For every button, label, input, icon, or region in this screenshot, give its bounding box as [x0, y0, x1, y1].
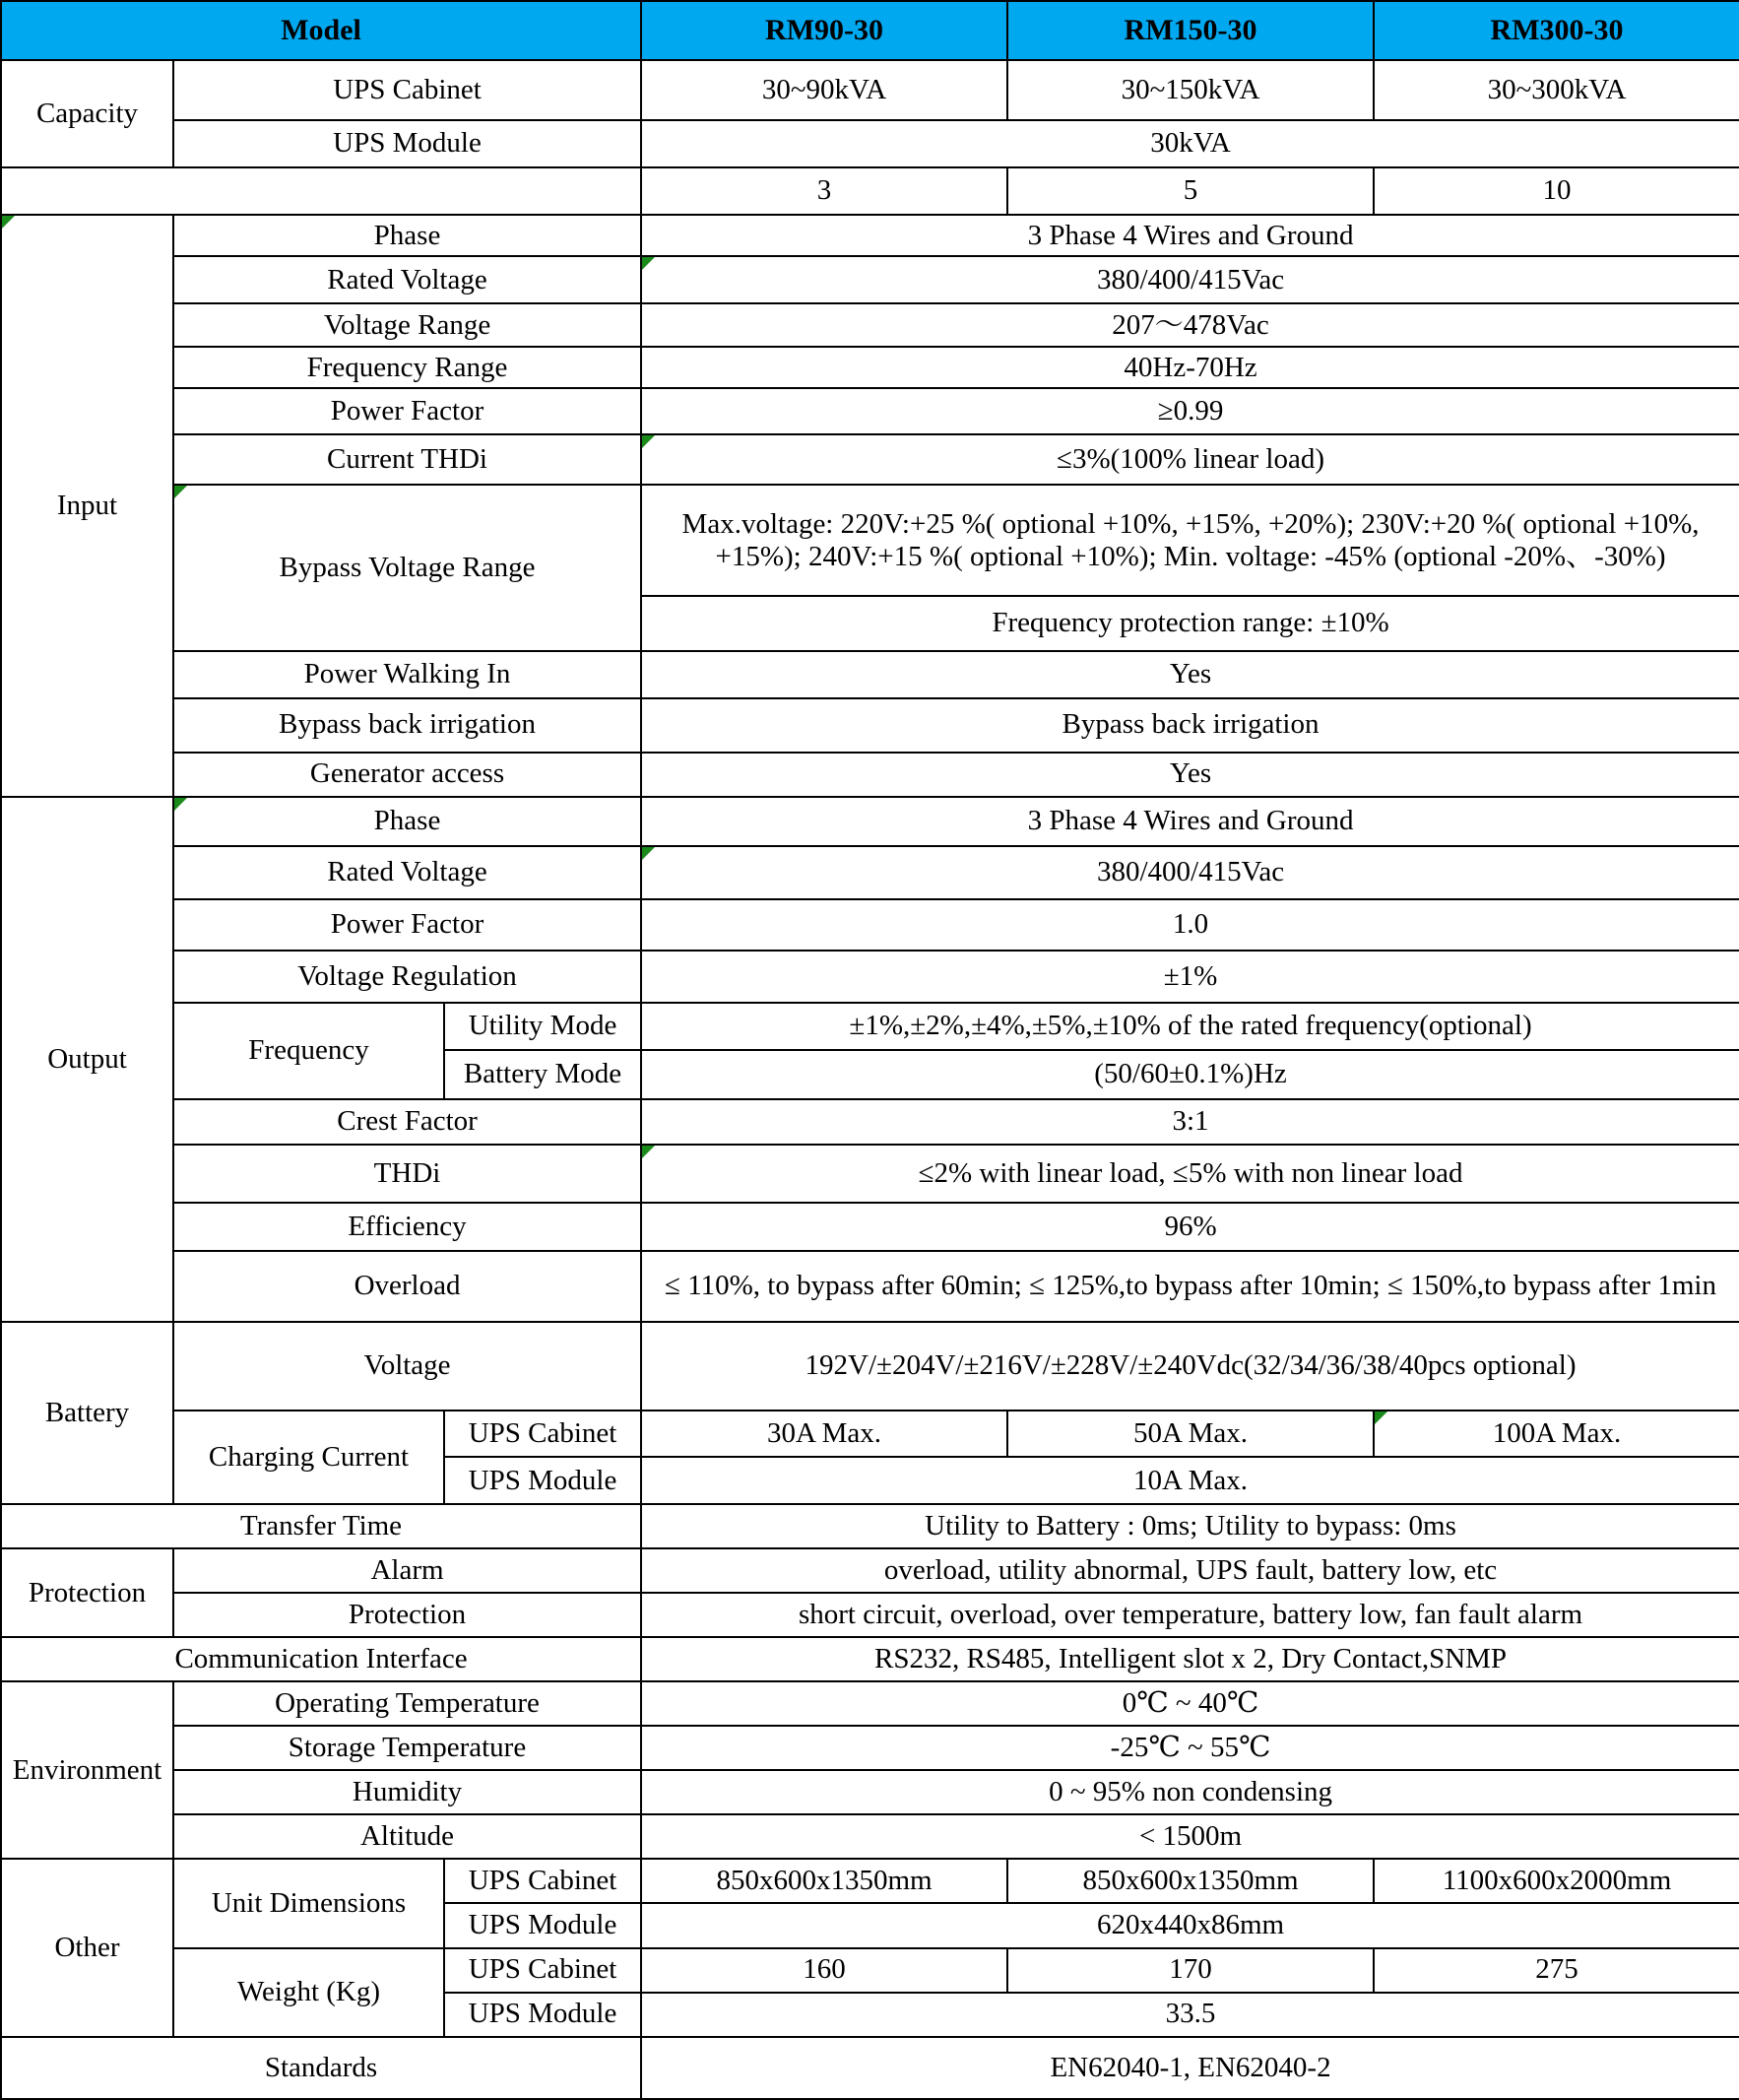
standards-label: Standards [1, 2037, 641, 2099]
table-row [1, 2037, 1739, 2099]
environment-storage-temperature-value: -25℃ ~ 55℃ [641, 1726, 1739, 1770]
other-weight-cabinet-value: 170 [1007, 1948, 1374, 1993]
output-battery-mode-label: Battery Mode [444, 1050, 641, 1099]
table-row [1, 1322, 1739, 1411]
capacity-cabinet-value: 30~90kVA [641, 60, 1007, 120]
header-rm150-30: RM150-30 [1007, 1, 1374, 60]
environment-operating-temperature-label: Operating Temperature [173, 1681, 641, 1726]
input-voltage-range-value: 207～478Vac [641, 303, 1739, 347]
transfer-time-value: Utility to Battery : 0ms; Utility to bypass: 0ms [641, 1504, 1739, 1548]
input-current-thdi-value: ≤3%(100% linear load) [641, 434, 1739, 485]
modules-row-label [1, 167, 641, 215]
table-row [1, 1593, 1739, 1637]
standards-value: EN62040-1, EN62040-2 [641, 2037, 1739, 2099]
table-row [1, 899, 1739, 951]
input-power-factor-value: ≥0.99 [641, 388, 1739, 434]
output-rated-voltage-label: Rated Voltage [173, 846, 641, 899]
battery-charging-cabinet-value: 50A Max. [1007, 1411, 1374, 1457]
other-dimensions-cabinet-label: UPS Cabinet [444, 1859, 641, 1903]
output-thdi-value: ≤2% with linear load, ≤5% with non linear load [641, 1145, 1739, 1203]
table-row [1, 1145, 1739, 1203]
other-dimensions-cabinet-value: 850x600x1350mm [1007, 1859, 1374, 1903]
input-frequency-range-label: Frequency Range [173, 347, 641, 388]
input-power-walking-in-label: Power Walking In [173, 651, 641, 698]
battery-voltage-value: 192V/±204V/±216V/±228V/±240Vdc(32/34/36/38/40pcs optional) [641, 1322, 1739, 1411]
input-current-thdi-label: Current THDi [173, 434, 641, 485]
input-phase-label: Phase [173, 215, 641, 256]
output-utility-mode-label: Utility Mode [444, 1003, 641, 1050]
output-voltage-regulation-label: Voltage Regulation [173, 951, 641, 1003]
table-row [1, 846, 1739, 899]
table-row [1, 1637, 1739, 1681]
communication-interface-label: Communication Interface [1, 1637, 641, 1681]
other-dimensions-cabinet-value: 850x600x1350mm [641, 1859, 1007, 1903]
output-crest-factor-label: Crest Factor [173, 1099, 641, 1145]
battery-charging-current-label: Charging Current [173, 1411, 444, 1504]
input-bypass-voltage-range-label: Bypass Voltage Range [173, 485, 641, 650]
modules-count: 5 [1007, 167, 1374, 215]
environment-storage-temperature-label: Storage Temperature [173, 1726, 641, 1770]
table-row [1, 347, 1739, 388]
output-power-factor-value: 1.0 [641, 899, 1739, 951]
other-unit-dimensions-label: Unit Dimensions [173, 1859, 444, 1947]
battery-charging-cabinet-label: UPS Cabinet [444, 1411, 641, 1457]
table-row [1, 1504, 1739, 1548]
other-label: Other [1, 1859, 173, 2036]
transfer-time-label: Transfer Time [1, 1504, 641, 1548]
table-row [1, 1099, 1739, 1145]
header-rm300-30: RM300-30 [1374, 1, 1739, 60]
input-voltage-range-label: Voltage Range [173, 303, 641, 347]
battery-label: Battery [1, 1322, 173, 1504]
environment-altitude-value: < 1500m [641, 1814, 1739, 1859]
table-row [1, 1003, 1739, 1050]
battery-charging-cabinet-value: 100A Max. [1374, 1411, 1739, 1457]
capacity-cabinet-label: UPS Cabinet [173, 60, 641, 120]
table-row [1, 215, 1739, 256]
environment-altitude-label: Altitude [173, 1814, 641, 1859]
input-power-factor-label: Power Factor [173, 388, 641, 434]
input-generator-access-label: Generator access [173, 753, 641, 797]
header-row [1, 1, 1739, 60]
protection-protection-label: Protection [173, 1593, 641, 1637]
header-rm90-30: RM90-30 [641, 1, 1007, 60]
modules-count: 3 [641, 167, 1007, 215]
table-row [1, 1203, 1739, 1251]
environment-operating-temperature-value: 0℃ ~ 40℃ [641, 1681, 1739, 1726]
other-weight-module-value: 33.5 [641, 1993, 1739, 2037]
input-rated-voltage-label: Rated Voltage [173, 256, 641, 303]
other-dimensions-module-label: UPS Module [444, 1903, 641, 1947]
protection-protection-value: short circuit, overload, over temperature, battery low, fan fault alarm [641, 1593, 1739, 1637]
capacity-cabinet-value: 30~300kVA [1374, 60, 1739, 120]
output-overload-value: ≤ 110%, to bypass after 60min; ≤ 125%,to bypass after 10min; ≤ 150%,to bypass after 1min [641, 1251, 1739, 1322]
table-row [1, 167, 1739, 215]
other-weight-cabinet-label: UPS Cabinet [444, 1948, 641, 1993]
input-phase-value: 3 Phase 4 Wires and Ground [641, 215, 1739, 256]
table-row [1, 1770, 1739, 1814]
output-efficiency-label: Efficiency [173, 1203, 641, 1251]
table-row [1, 256, 1739, 303]
capacity-cabinet-value: 30~150kVA [1007, 60, 1374, 120]
table-row [1, 1548, 1739, 1593]
table-row [1, 753, 1739, 797]
output-efficiency-value: 96% [641, 1203, 1739, 1251]
input-generator-access-value: Yes [641, 753, 1739, 797]
capacity-module-label: UPS Module [173, 120, 641, 167]
capacity-module-value: 30kVA [641, 120, 1739, 167]
protection-alarm-value: overload, utility abnormal, UPS fault, battery low, etc [641, 1548, 1739, 1593]
table-row [1, 698, 1739, 753]
other-weight-module-label: UPS Module [444, 1993, 641, 2037]
table-row [1, 303, 1739, 347]
table-row [1, 485, 1739, 596]
table-row [1, 1411, 1739, 1457]
table-row [1, 1681, 1739, 1726]
output-utility-mode-value: ±1%,±2%,±4%,±5%,±10% of the rated frequency(optional) [641, 1003, 1739, 1050]
table-row [1, 651, 1739, 698]
battery-charging-module-label: UPS Module [444, 1457, 641, 1504]
battery-charging-cabinet-value: 30A Max. [641, 1411, 1007, 1457]
input-frequency-range-value: 40Hz-70Hz [641, 347, 1739, 388]
output-power-factor-label: Power Factor [173, 899, 641, 951]
protection-alarm-label: Alarm [173, 1548, 641, 1593]
modules-count: 10 [1374, 167, 1739, 215]
input-frequency-protection-value: Frequency protection range: ±10% [641, 596, 1739, 650]
output-thdi-label: THDi [173, 1145, 641, 1203]
table-row [1, 951, 1739, 1003]
output-battery-mode-value: (50/60±0.1%)Hz [641, 1050, 1739, 1099]
table-row [1, 797, 1739, 846]
table-row [1, 1859, 1739, 1903]
communication-interface-value: RS232, RS485, Intelligent slot x 2, Dry Contact,SNMP [641, 1637, 1739, 1681]
input-label: Input [1, 215, 173, 796]
input-rated-voltage-value: 380/400/415Vac [641, 256, 1739, 303]
output-phase-value: 3 Phase 4 Wires and Ground [641, 797, 1739, 846]
output-phase-label: Phase [173, 797, 641, 846]
other-dimensions-cabinet-value: 1100x600x2000mm [1374, 1859, 1739, 1903]
input-bypass-voltage-range-value: Max.voltage: 220V:+25 %( optional +10%, +15%, +20%); 230V:+20 %( optional +10%, +15%); 240V:+15 %( optional +10%); Min. voltage: -45% (optional -20%、-30%) [641, 485, 1739, 596]
input-bypass-back-irrigation-label: Bypass back irrigation [173, 698, 641, 753]
environment-label: Environment [1, 1681, 173, 1859]
other-weight-cabinet-value: 275 [1374, 1948, 1739, 1993]
input-power-walking-in-value: Yes [641, 651, 1739, 698]
input-bypass-back-irrigation-value: Bypass back irrigation [641, 698, 1739, 753]
protection-label: Protection [1, 1548, 173, 1637]
environment-humidity-value: 0 ~ 95% non condensing [641, 1770, 1739, 1814]
table-row [1, 1726, 1739, 1770]
battery-voltage-label: Voltage [173, 1322, 641, 1411]
battery-charging-module-value: 10A Max. [641, 1457, 1739, 1504]
output-rated-voltage-value: 380/400/415Vac [641, 846, 1739, 899]
output-overload-label: Overload [173, 1251, 641, 1322]
header-model: Model [1, 1, 641, 60]
output-label: Output [1, 797, 173, 1322]
environment-humidity-label: Humidity [173, 1770, 641, 1814]
table-row [1, 1251, 1739, 1322]
output-frequency-label: Frequency [173, 1003, 444, 1099]
other-weight-label: Weight (Kg) [173, 1948, 444, 2037]
other-dimensions-module-value: 620x440x86mm [641, 1903, 1739, 1947]
table-row [1, 60, 1739, 120]
table-row [1, 388, 1739, 434]
output-crest-factor-value: 3:1 [641, 1099, 1739, 1145]
capacity-label: Capacity [1, 60, 173, 167]
other-weight-cabinet-value: 160 [641, 1948, 1007, 1993]
table-row [1, 120, 1739, 167]
table-row [1, 434, 1739, 485]
table-row [1, 1948, 1739, 1993]
table-row [1, 1814, 1739, 1859]
output-voltage-regulation-value: ±1% [641, 951, 1739, 1003]
